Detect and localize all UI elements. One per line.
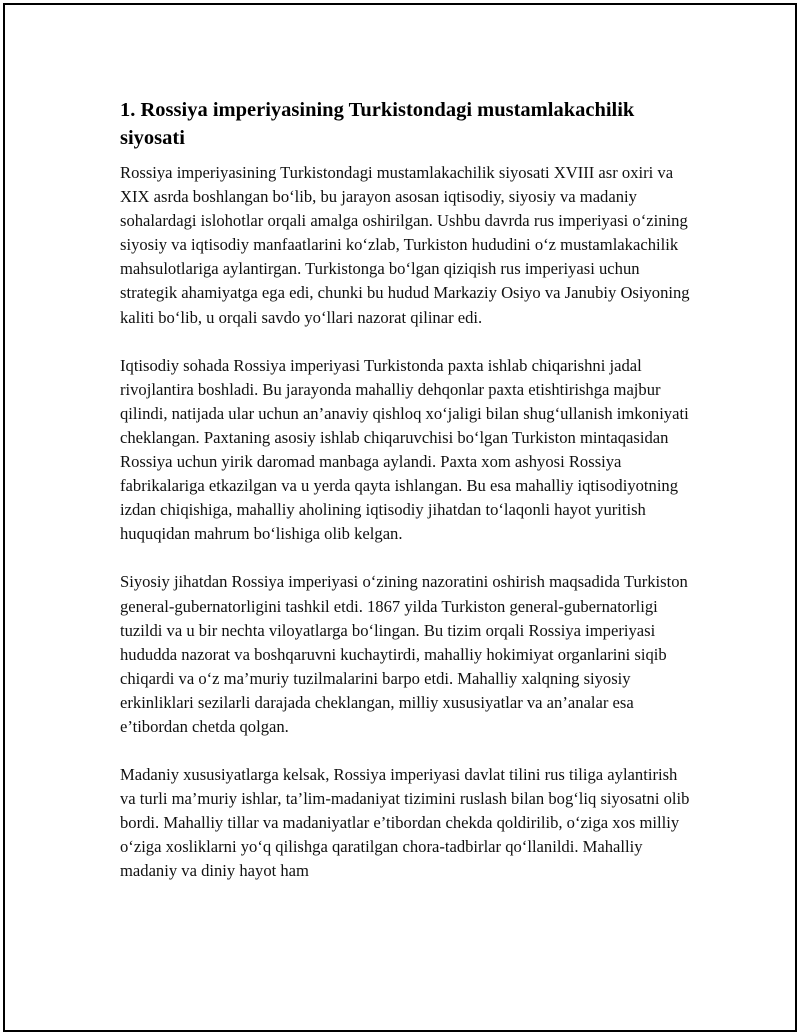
document-page [3,3,797,1032]
paragraph-intro: Rossiya imperiyasining Turkistondagi mustamlakachilik siyosati XVIII asr oxiri va XIX asrda boshlangan bo‘lib, bu jarayon asosan iqtisodiy, siyosiy va madaniy sohalardagi islohotlar orqali amalga oshirilgan. Ushbu davrda rus imperiyasi o‘zining siyosiy va iqtisodiy manfaatlarini ko‘zlab, Turkiston hududini o‘z mustamlakachilik mahsulotlariga aylantirgan. Turkistonga bo‘lgan qiziqish rus imperiyasi uchun strategik ahamiyatga ega edi, chunki bu hudud Markaziy Osiyo va Janubiy Osiyoning kaliti bo‘lib, u orqali savdo yo‘llari nazorat qilinar edi. [120,163,690,327]
document-body [120,96,695,908]
paragraph-cultural: Madaniy xususiyatlarga kelsak, Rossiya imperiyasi davlat tilini rus tiliga aylantirish va turli ma’muriy ishlar, ta’lim-madaniyat tizimini ruslash bilan bog‘liq siyosatni olib bordi. Mahalliy tillar va madaniyatlar e’tibordan chekda qoldirilib, o‘ziga xos milliy o‘ziga xosliklarni yo‘q qilishga qaratilgan chora-tadbirlar qo‘llanildi. Mahalliy madaniy va diniy hayot ham [120,765,690,881]
section-heading: 1. Rossiya imperiyasining Turkistondagi mustamlakachilik siyosati [120,99,635,149]
paragraph-political: Siyosiy jihatdan Rossiya imperiyasi o‘zining nazoratini oshirish maqsadida Turkiston general-gubernatorligini tashkil etdi. 1867 yilda Turkiston general-gubernatorligi tuzildi va u bir nechta viloyatlarga bo‘lingan. Bu tizim orqali Rossiya imperiyasi hududda nazorat va boshqaruvni kuchaytirdi, mahalliy hokimiyat organlarini siqib chiqardi va o‘z ma’muriy tuzilmalarini barpo etdi. Mahalliy xalqning siyosiy erkinliklari sezilarli darajada cheklangan, milliy xususiyatlar va an’analar esa e’tibordan chetda qolgan. [120,572,688,736]
paragraph-economic: Iqtisodiy sohada Rossiya imperiyasi Turkistonda paxta ishlab chiqarishni jadal rivojlantira boshladi. Bu jarayonda mahalliy dehqonlar paxta etishtirishga majbur qilindi, natijada ular uchun an’anaviy qishloq xo‘jaligi bilan shug‘ullanish imkoniyati cheklangan. Paxtaning asosiy ishlab chiqaruvchisi bo‘lgan Turkiston mintaqasidan Rossiya uchun yirik daromad manbaga aylandi. Paxta xom ashyosi Rossiya fabrikalariga etkazilgan va u yerda qayta ishlangan. Bu esa mahalliy iqtisodiyotning izdan chiqishiga, mahalliy aholining iqtisodiy jihatdan to‘laqonli hayot yuritish huquqidan mahrum bo‘lishiga olib kelgan. [120,355,689,544]
